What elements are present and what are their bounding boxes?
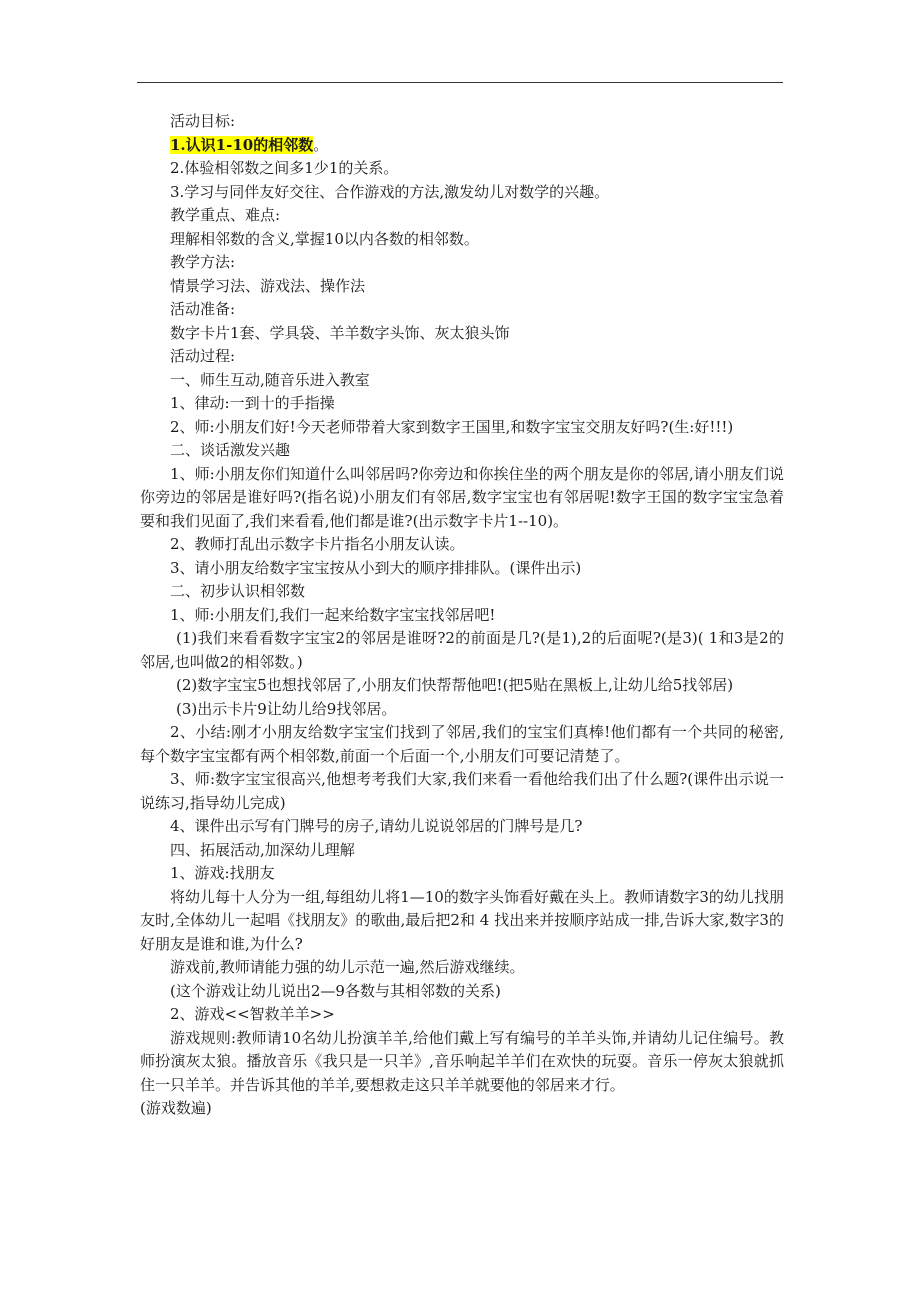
preparation-text: 数字卡片1套、学具袋、羊羊数字头饰、灰太狼头饰 [170, 323, 510, 342]
section-3-item-3: 3、师:数字宝宝很高兴,他想考考我们大家,我们来看一看他给我们出了什么题?(课件出示说一说练习,指导幼儿完成) [140, 770, 784, 812]
header-rule [137, 82, 783, 83]
key-points-text: 理解相邻数的含义,掌握10以内各数的相邻数。 [170, 229, 479, 248]
method-text: 情景学习法、游戏法、操作法 [170, 276, 366, 295]
section-2-title: 二、谈话激发兴趣 [170, 441, 291, 459]
section-3-item-4: 4、课件出示写有门牌号的房子,请幼儿说说邻居的门牌号是几? [170, 817, 583, 835]
section-3-title: 二、初步认识相邻数 [170, 582, 306, 600]
section-2-item-2: 2、教师打乱出示数字卡片指名小朋友认读。 [170, 535, 465, 553]
game-purpose-note: (这个游戏让幼儿说出2—9各数与其相邻数的关系) [170, 981, 501, 1000]
section-3-sub-3: (3)出示卡片9让幼儿给9找邻居。 [176, 699, 397, 718]
goal-item-1-suffix: 。 [313, 135, 329, 154]
game-description: 将幼儿每十人分为一组,每组幼儿将1—10的数字头饰看好戴在头上。教师请数字3的幼儿找朋友时,全体幼儿一起唱《找朋友》的歌曲,最后把2和 4 找出来并按顺序站成一排,告诉大家,数字3的好朋友是谁和谁,为什么? [140, 887, 784, 953]
highlighted-goal: 1.认识1-10的相邻数 [170, 135, 314, 154]
section-4-item-2: 2、游戏<<智救羊羊>> [170, 1005, 335, 1023]
goal-item-3: 3.学习与同伴友好交往、合作游戏的方法,激发幼儿对数学的兴趣。 [170, 182, 610, 201]
document-body [140, 110, 784, 1121]
section-1-item-1: 1、律动:一到十的手指操 [170, 394, 335, 412]
section-1-title: 一、师生互动,随音乐进入教室 [170, 370, 370, 389]
key-points-heading: 教学重点、难点: [170, 206, 281, 224]
method-heading: 教学方法: [170, 253, 236, 271]
game-demo-note: 游戏前,教师请能力强的幼儿示范一遍,然后游戏继续。 [170, 958, 525, 976]
game-rules: 游戏规则:教师请10名幼儿扮演羊羊,给他们戴上写有编号的羊羊头饰,并请幼儿记住编号。教师扮演灰太狼。播放音乐《我只是一只羊》,音乐响起羊羊们在欢快的玩耍。音乐一停灰太狼就抓住一只羊羊。并告诉其他的羊羊,要想救走这只羊羊就要他的邻居来才行。 [140, 1028, 784, 1094]
section-3-sub-1: (1)我们来看看数字宝宝2的邻居是谁呀?2的前面是几?(是1),2的后面呢?(是3)( 1和3是2的邻居,也叫做2的相邻数。) [140, 629, 784, 671]
section-2-item-3: 3、请小朋友给数字宝宝按从小到大的顺序排排队。(课件出示) [170, 558, 582, 577]
section-4-title: 四、拓展活动,加深幼儿理解 [170, 840, 355, 859]
section-2-item-1: 1、师:小朋友你们知道什么叫邻居吗?你旁边和你挨住坐的两个朋友是你的邻居,请小朋友们说你旁边的邻居是谁好吗?(指名说)小朋友们有邻居,数字宝宝也有邻居呢!数字王国的数字宝宝急着要和我们见面了,我们来看看,他们都是谁?(出示数字卡片1--10)。 [140, 464, 784, 530]
section-3-sub-2: (2)数字宝宝5也想找邻居了,小朋友们快帮帮他吧!(把5贴在黑板上,让幼儿给5找邻居) [176, 676, 734, 694]
preparation-heading: 活动准备: [170, 300, 236, 318]
section-1-item-2: 2、师:小朋友们好!今天老师带着大家到数字王国里,和数字宝宝交朋友好吗?(生:好!!!) [170, 417, 734, 436]
goal-item-2: 2.体验相邻数之间多1少1的关系。 [170, 159, 399, 177]
goal-item-1 [140, 134, 784, 158]
process-heading: 活动过程: [170, 347, 236, 365]
game-repeat-note: (游戏数遍) [140, 1099, 212, 1117]
section-4-item-1: 1、游戏:找朋友 [170, 864, 275, 882]
goal-heading: 活动目标: [170, 112, 236, 130]
section-3-item-1: 1、师:小朋友们,我们一起来给数字宝宝找邻居吧! [170, 605, 496, 624]
section-3-item-2: 2、小结:刚才小朋友给数字宝宝们找到了邻居,我们的宝宝们真棒!他们都有一个共同的秘密,每个数字宝宝都有两个相邻数,前面一个后面一个,小朋友们可要记清楚了。 [140, 723, 784, 765]
